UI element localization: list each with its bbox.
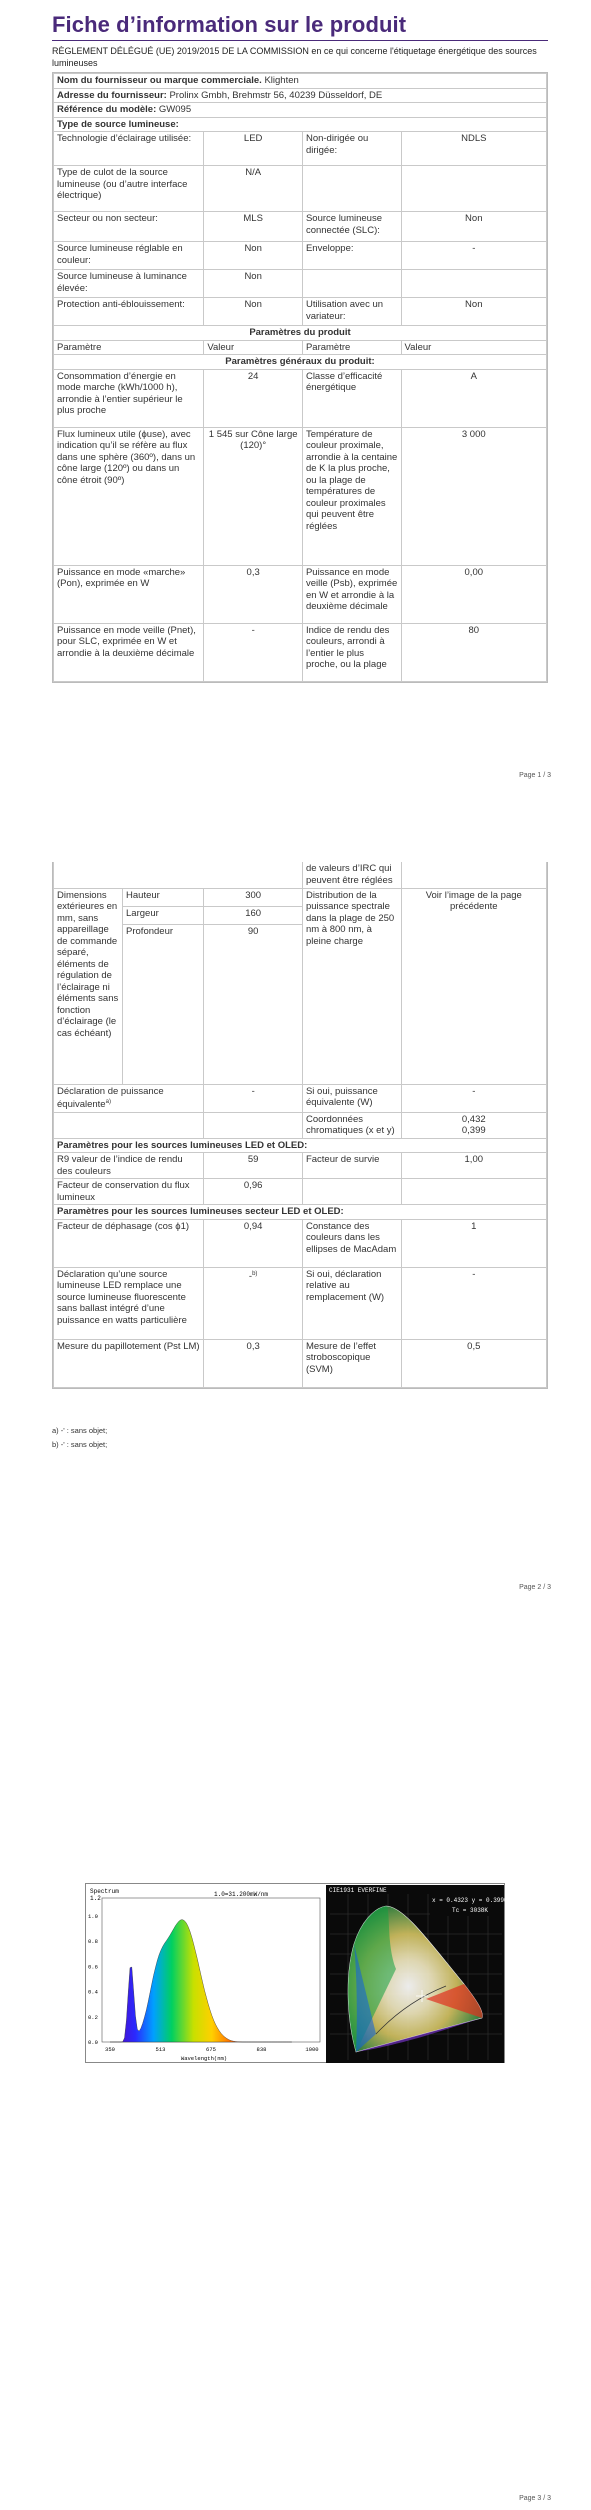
macadam-label: Constance des couleurs dans les ellipses de MacAdam xyxy=(302,1219,401,1267)
type-cell-value: Non xyxy=(204,270,303,298)
document-title: Fiche d’information sur le produit xyxy=(52,12,548,41)
led-section-heading: Paramètres pour les sources lumineuses LED et OLED: xyxy=(54,1138,547,1153)
supplier-address-label: Adresse du fournisseur: xyxy=(57,89,167,101)
page-number: Page 1 / 3 xyxy=(519,772,551,779)
type-cell-value: NDLS xyxy=(401,132,546,166)
general-cell-value: 1 545 sur Cône large (120)° xyxy=(204,427,303,565)
spectrum-curve xyxy=(110,1920,292,2042)
params-header-cell: Paramètre xyxy=(54,340,204,355)
type-section-row xyxy=(54,117,547,132)
general-row xyxy=(54,565,547,623)
product-info-table xyxy=(52,72,548,683)
replacement-watt-value: - xyxy=(401,1267,546,1339)
spectrum-y-tick: 0.6 xyxy=(88,1963,98,1971)
general-section-row xyxy=(54,355,547,370)
params-header-cell: Valeur xyxy=(401,340,546,355)
spectrum-y-tick: 1.0 xyxy=(88,1913,98,1920)
type-cell-label: Utilisation avec un variateur: xyxy=(302,298,401,326)
type-cell-value: MLS xyxy=(204,212,303,242)
chromaticity-x-value: 0,432 xyxy=(461,1113,486,1125)
equivalent-watt-label: Si oui, puissance équivalente (W) xyxy=(302,1084,401,1112)
type-cell-value xyxy=(401,270,546,298)
dimension-depth-label: Profondeur xyxy=(123,924,204,1084)
page-1 xyxy=(0,0,591,800)
flux-maintenance-value: 0,96 xyxy=(204,1179,303,1205)
type-cell-label: Source lumineuse à luminance élevée: xyxy=(54,270,204,298)
mains-section-row xyxy=(54,1205,547,1220)
dimension-height-label: Hauteur xyxy=(123,888,204,906)
type-cell-label: Technologie d’éclairage utilisée: xyxy=(54,132,204,166)
footnote-b: b) -' : sans objet; xyxy=(52,1440,108,1449)
type-cell-label xyxy=(302,166,401,212)
supplier-name-row xyxy=(54,74,547,89)
blank-cell xyxy=(54,862,303,888)
general-cell-label: Consommation d’énergie en mode marche (kWh/1000 h), arrondie à l’entier supérieur le plus proche xyxy=(54,369,204,427)
spectrum-x-tick: 675 xyxy=(206,2046,216,2053)
general-cell-label: Flux lumineux utile (ϕuse), avec indication qu’il se réfère au flux dans une sphère (360º), dans un cône large (120º) ou dans un cône étroit (90º) xyxy=(54,427,204,565)
supplier-address-value: Prolinx Gmbh, Brehmstr 56, 40239 Düsseldorf, DE xyxy=(169,89,383,101)
model-value: GW095 xyxy=(158,104,192,115)
params-header-cell: Paramètre xyxy=(302,340,401,355)
stroboscopic-label: Mesure de l’effet stroboscopique (SVM) xyxy=(302,1339,401,1387)
type-cell-label: Source lumineuse connectée (SLC): xyxy=(302,212,401,242)
spectrum-y-tick: 0.0 xyxy=(88,2039,98,2046)
dimension-depth-value: 90 xyxy=(204,924,303,1084)
spectrum-x-ticks xyxy=(105,2046,319,2053)
displacement-factor-value: 0,94 xyxy=(204,1219,303,1267)
type-row xyxy=(54,166,547,212)
cie-panel xyxy=(326,1885,506,2063)
blank-cell xyxy=(401,862,546,888)
led-row xyxy=(54,1153,547,1179)
dimension-height-value: 300 xyxy=(204,888,303,906)
general-section-heading: Paramètres généraux du produit: xyxy=(54,355,547,370)
spectrum-x-label: Wavelength(nm) xyxy=(180,2055,228,2062)
type-row xyxy=(54,132,547,166)
replacement-watt-label: Si oui, déclaration relative au remplacement (W) xyxy=(302,1267,401,1339)
footnote-marker: a) xyxy=(105,1099,111,1105)
general-cell-label: Puissance en mode veille (Pnet), pour SLC, exprimée en W et arrondie à la deuxième décimale xyxy=(54,623,204,681)
fluorescent-replacement-label: Déclaration qu’une source lumineuse LED remplace une source lumineuse fluorescente sans ballast intégré d’une puissance en watts particulière xyxy=(54,1267,204,1339)
equivalent-power-label: Déclaration de puissance équivalente xyxy=(57,1085,164,1111)
flicker-label: Mesure du papillotement (Pst LM) xyxy=(54,1339,204,1387)
type-cell-value: Non xyxy=(204,298,303,326)
spectral-distribution-label: Distribution de la puissance spectrale dans la plage de 250 nm à 800 nm, à pleine charge xyxy=(302,888,401,1084)
supplier-name-value: Klighten xyxy=(264,75,299,86)
fluorescent-replacement-value: - xyxy=(248,1270,253,1282)
spectrum-y-tick: 0.8 xyxy=(88,1938,98,1946)
r9-value: 59 xyxy=(204,1153,303,1179)
general-row xyxy=(54,427,547,565)
cri-continued-text: de valeurs d’IRC qui peuvent être réglées xyxy=(302,862,401,888)
model-label: Référence du modèle: xyxy=(57,104,157,115)
general-cell-value: 0,3 xyxy=(204,565,303,623)
dimension-width-label: Largeur xyxy=(123,906,204,924)
equivalent-watt-value: - xyxy=(401,1084,546,1112)
supplier-name-label: Nom du fournisseur ou marque commerciale. xyxy=(57,75,262,86)
general-cell-value: - xyxy=(204,623,303,681)
spectrum-ymax: 1.2 xyxy=(90,1895,101,1902)
general-cell-label: Température de couleur proximale, arrondie à la centaine de K la plus proche, ou la plage de températures de couleur proximales qui peuvent être réglées xyxy=(302,427,401,565)
model-row xyxy=(54,103,547,118)
stroboscopic-value: 0,5 xyxy=(401,1339,546,1387)
blank-cell xyxy=(204,1112,303,1138)
mains-section-heading: Paramètres pour les sources lumineuses secteur LED et OLED: xyxy=(54,1205,547,1220)
product-info-table-continued xyxy=(52,862,548,1389)
type-row xyxy=(54,298,547,326)
type-cell-label xyxy=(302,270,401,298)
footnote-marker: b) xyxy=(252,1270,258,1277)
led-section-row xyxy=(54,1138,547,1153)
spectrum-x-tick: 350 xyxy=(105,2046,115,2053)
general-cell-label: Classe d’efficacité énergétique xyxy=(302,369,401,427)
type-cell-label: Enveloppe: xyxy=(302,242,401,270)
params-header-row xyxy=(54,340,547,355)
type-cell-value: - xyxy=(401,242,546,270)
spectrum-y-ticks xyxy=(88,1913,99,2046)
spectrum-scale-note: 1.0=31.200mW/nm xyxy=(214,1891,269,1898)
r9-label: R9 valeur de l’indice de rendu des couleurs xyxy=(54,1153,204,1179)
spectrum-y-tick: 0.4 xyxy=(88,1988,98,1996)
spectrum-figure xyxy=(85,1883,505,2063)
general-cell-value: 0,00 xyxy=(401,565,546,623)
type-cell-label: Protection anti-éblouissement: xyxy=(54,298,204,326)
type-cell-value: Non xyxy=(401,298,546,326)
supplier-address-row xyxy=(54,88,547,103)
mains-row xyxy=(54,1267,547,1339)
page-number: Page 3 / 3 xyxy=(519,2495,551,2502)
dimension-width-value: 160 xyxy=(204,906,303,924)
spectral-distribution-value: Voir l’image de la page précédente xyxy=(401,888,546,1084)
blank-cell xyxy=(302,1179,401,1205)
document-subtitle: RÈGLEMENT DÉLÉGUÉ (UE) 2019/2015 DE LA COMMISSION en ce qui concerne l'étiquetage énergétique des sources lumineuses xyxy=(52,46,537,68)
general-cell-value: 3 000 xyxy=(401,427,546,565)
type-cell-label: Type de culot de la source lumineuse (ou d’autre interface électrique) xyxy=(54,166,204,212)
type-cell-label: Secteur ou non secteur: xyxy=(54,212,204,242)
type-cell-value: Non xyxy=(401,212,546,242)
blank-cell xyxy=(401,1179,546,1205)
cie-cct-readout: Tc = 3038K xyxy=(452,1907,489,1914)
spectrum-svg xyxy=(86,1884,506,2064)
type-section-heading: Type de source lumineuse: xyxy=(54,117,547,132)
cie-xy-readout: x = 0.4323 y = 0.3990 xyxy=(432,1897,506,1904)
general-cell-value: 80 xyxy=(401,623,546,681)
led-row xyxy=(54,1179,547,1205)
spectrum-x-tick: 838 xyxy=(256,2046,267,2053)
general-cell-value: 24 xyxy=(204,369,303,427)
flux-maintenance-label: Facteur de conservation du flux lumineux xyxy=(54,1179,204,1205)
general-row xyxy=(54,369,547,427)
footnote-a: a) -' : sans objet; xyxy=(52,1426,108,1435)
type-cell-label: Non-dirigée ou dirigée: xyxy=(302,132,401,166)
type-cell-value: Non xyxy=(204,242,303,270)
chromaticity-y-value: 0,399 xyxy=(461,1125,486,1137)
params-section-row xyxy=(54,326,547,341)
spectrum-y-tick: 0.2 xyxy=(88,2013,98,2021)
chromaticity-row xyxy=(54,1112,547,1138)
page-3 xyxy=(0,1650,591,2510)
mains-row xyxy=(54,1339,547,1387)
type-row xyxy=(54,270,547,298)
type-cell-label: Source lumineuse réglable en couleur: xyxy=(54,242,204,270)
dimensions-label: Dimensions extérieures en mm, sans appareillage de commande séparé, éléments de régulation de l’éclairage ni éléments sans fonction d’éclairage (le cas échéant) xyxy=(54,888,123,1084)
general-row xyxy=(54,623,547,681)
cie-title: CIE1931 EVERFINE xyxy=(329,1887,387,1894)
flicker-value: 0,3 xyxy=(204,1339,303,1387)
continued-row xyxy=(54,862,547,888)
type-row xyxy=(54,242,547,270)
params-header-cell: Valeur xyxy=(204,340,303,355)
survival-factor-label: Facteur de survie xyxy=(302,1153,401,1179)
type-row xyxy=(54,212,547,242)
mains-row xyxy=(54,1219,547,1267)
type-cell-value xyxy=(401,166,546,212)
macadam-value: 1 xyxy=(401,1219,546,1267)
chromaticity-label: Coordonnées chromatiques (x et y) xyxy=(302,1112,401,1138)
spectrum-title: Spectrum xyxy=(90,1888,119,1895)
equivalent-power-value: - xyxy=(204,1084,303,1112)
dimensions-row xyxy=(54,888,547,906)
declaration-row xyxy=(54,1084,547,1112)
blank-cell xyxy=(54,1112,204,1138)
spectrum-x-tick: 1000 xyxy=(305,2046,319,2053)
page-2 xyxy=(0,800,591,1650)
params-section-heading: Paramètres du produit xyxy=(54,326,547,341)
general-cell-value: A xyxy=(401,369,546,427)
spectrum-x-tick: 513 xyxy=(155,2046,166,2053)
survival-factor-value: 1,00 xyxy=(401,1153,546,1179)
page-number: Page 2 / 3 xyxy=(519,1584,551,1591)
general-cell-label: Puissance en mode veille (Psb), exprimée en W et arrondie à la deuxième décimale xyxy=(302,565,401,623)
spectrum-panel xyxy=(88,1888,320,2062)
general-cell-label: Puissance en mode «marche» (Pon), exprimée en W xyxy=(54,565,204,623)
type-cell-value: N/A xyxy=(204,166,303,212)
displacement-factor-label: Facteur de déphasage (cos ϕ1) xyxy=(54,1219,204,1267)
general-cell-label: Indice de rendu des couleurs, arrondi à l’entier le plus proche, ou la plage xyxy=(302,623,401,681)
type-cell-value: LED xyxy=(204,132,303,166)
